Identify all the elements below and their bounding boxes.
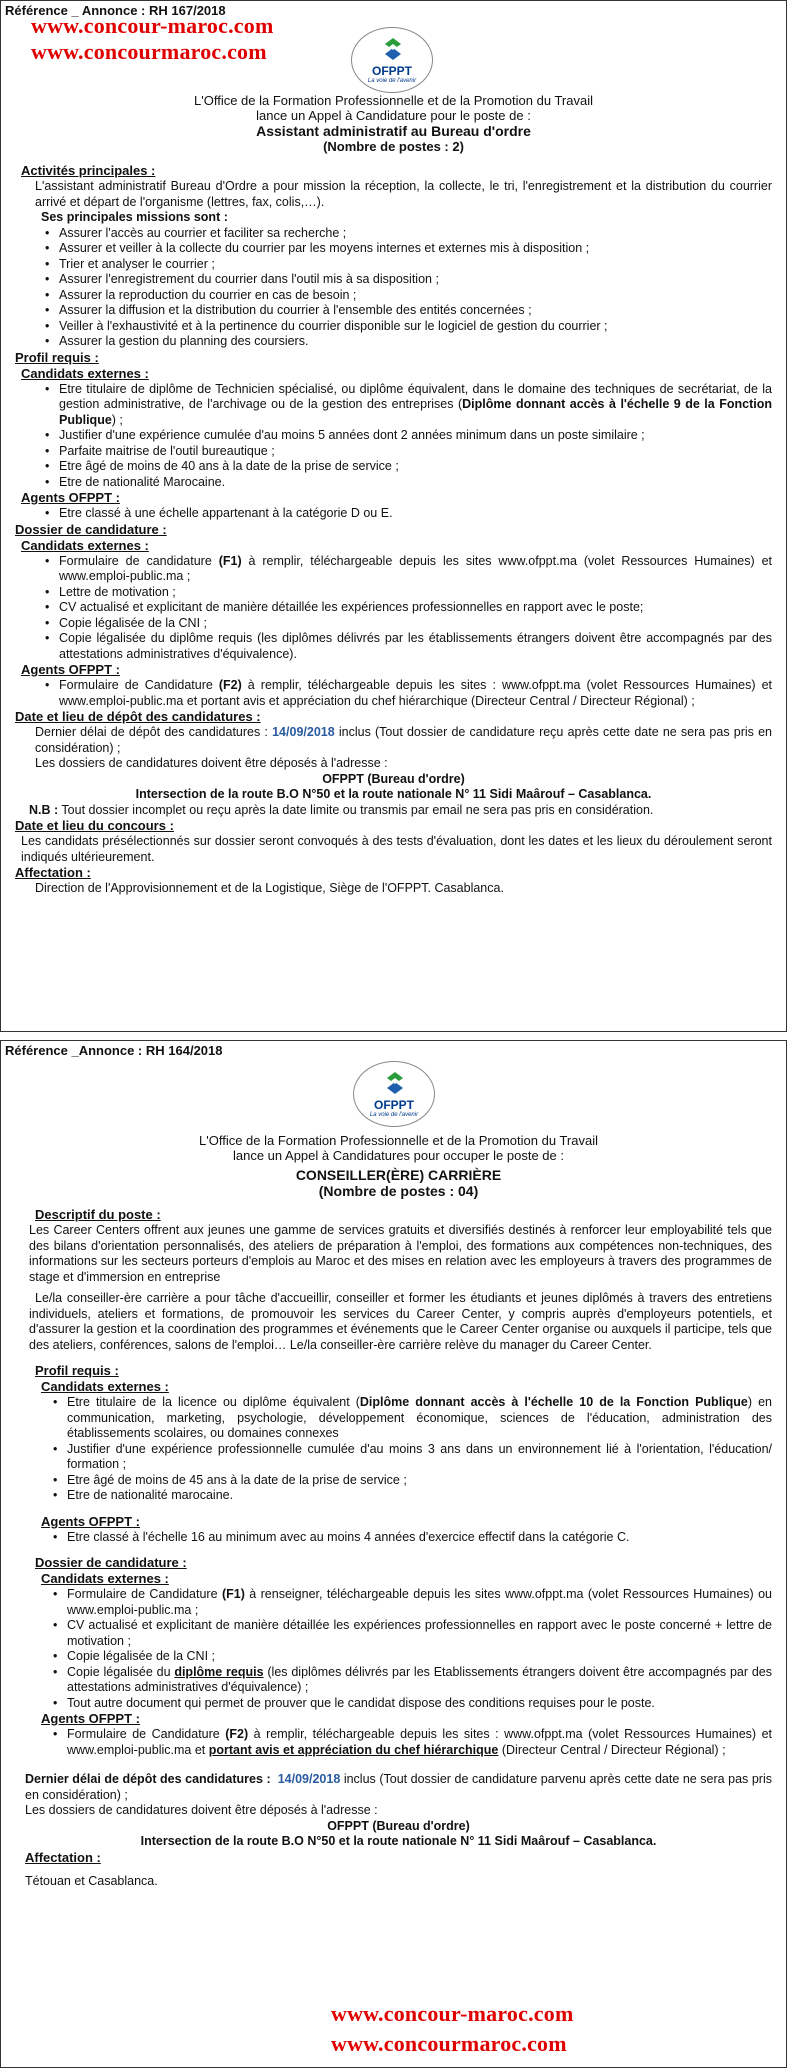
list-item: • Parfaite maitrise de l'outil bureautique ; bbox=[43, 444, 772, 460]
section-heading: Date et lieu du concours : bbox=[15, 818, 174, 833]
missions-list bbox=[43, 226, 772, 350]
list-item: • CV actualisé et explicitant de manière détaillée les expériences professionnelles en rapport avec le poste; bbox=[43, 600, 772, 616]
dossier-externes-list bbox=[51, 1587, 772, 1711]
list-item: • Assurer l'enregistrement du courrier dans l'outil mis à sa disposition ; bbox=[43, 272, 772, 288]
list-item: • Copie légalisée du diplôme requis (les diplômes délivrés par les établissements étrangers doivent être accompagnés par des attestations administratives d'équivalence). bbox=[43, 631, 772, 662]
section-heading: Profil requis : bbox=[15, 349, 99, 365]
list-item: • Etre de nationalité marocaine. bbox=[51, 1488, 772, 1504]
list-item: • Etre de nationalité Marocaine. bbox=[43, 475, 772, 491]
profil-externes-list bbox=[43, 382, 772, 491]
logo-text: OFPPT bbox=[371, 64, 412, 78]
watermark-url: www.concour-maroc.com bbox=[331, 2001, 574, 2026]
profil-agents-list bbox=[43, 506, 772, 522]
sub-heading: Candidats externes : bbox=[41, 1571, 169, 1586]
reference-annonce: Référence _ Annonce : RH 167/2018 bbox=[5, 3, 226, 18]
post-title: CONSEILLER(ÈRE) CARRIÈRE bbox=[295, 1167, 502, 1183]
list-item: • Justifier d'une expérience professionnelle cumulée d'au moins 3 ans dans un environnement lié à l'orientation, l'éducation/ formation ; bbox=[51, 1442, 772, 1473]
list-item: • Copie légalisée du diplôme requis (les diplômes délivrés par les Etablissements étrangers doivent être accompagnés par des attestations administratives d'équivalence) ; bbox=[51, 1665, 772, 1696]
concours-text: Les candidats présélectionnés sur dossier seront convoqués à des tests d'évaluation, dont les dates et les lieux du déroulement seront indiqués ultérieurement. bbox=[21, 834, 772, 864]
address-line: Intersection de la route B.O N°50 et la route nationale N° 11 Sidi Maârouf – Casablanca. bbox=[140, 1834, 657, 1848]
annonce-rh-164 bbox=[0, 1040, 787, 2068]
intro-line: L'Office de la Formation Professionnelle et de la Promotion du Travail bbox=[194, 93, 593, 108]
list-item: • Justifier d'une expérience cumulée d'au moins 5 années dont 2 années minimum dans un poste similaire ; bbox=[43, 428, 772, 444]
list-item: • Copie légalisée de la CNI ; bbox=[43, 616, 772, 632]
sub-heading: Agents OFPPT : bbox=[41, 1711, 140, 1726]
list-item: • Etre titulaire de diplôme de Technicien spécialisé, ou diplôme équivalent, dans le domaine des techniques de secrétariat, de la gestion administrative, de l'archivage ou de la gestion des entreprises (Diplôme donnant accès à l'échelle 9 de la Fonction Publique) ; bbox=[43, 382, 772, 429]
section-heading: Dossier de candidature : bbox=[15, 521, 167, 537]
list-item: • Lettre de motivation ; bbox=[43, 585, 772, 601]
list-item: • Trier et analyser le courrier ; bbox=[43, 257, 772, 273]
list-item: • Copie légalisée de la CNI ; bbox=[51, 1649, 772, 1665]
list-item: • Etre classé à une échelle appartenant à la catégorie D ou E. bbox=[43, 506, 772, 522]
address-line: OFPPT (Bureau d'ordre) bbox=[322, 771, 465, 786]
reference-annonce: Référence _Annonce : RH 164/2018 bbox=[5, 1043, 223, 1058]
profil-agents-list bbox=[51, 1530, 772, 1546]
dossier-externes-list bbox=[43, 554, 772, 663]
logo-tagline: La voie de l'avenir bbox=[369, 1112, 419, 1118]
descriptif-text: Les Career Centers offrent aux jeunes une gamme de services gratuits et diversifiés destinés à renforcer leur employabilité tels que des bilans d'orientation personnalisés, des ateliers de préparation à l'emploi, des formations aux compétences non-techniques, des informations sur les secteurs porteurs d'emplois au Maroc et des mises en relation avec les employeurs à travers des programmes de stage et d'immersion en entreprise bbox=[29, 1223, 772, 1284]
profil-externes-list bbox=[51, 1395, 772, 1504]
sub-heading: Candidats externes : bbox=[41, 1379, 169, 1394]
nombre-postes: (Nombre de postes : 2) bbox=[323, 139, 464, 154]
ofppt-logo bbox=[351, 27, 435, 97]
watermark-url: www.concour-maroc.com bbox=[31, 13, 274, 38]
dossier-agents-list bbox=[51, 1727, 772, 1758]
depot-text: Dernier délai de dépôt des candidatures : 14/09/2018 inclus (Tout dossier de candidature reçu après cette date ne sera pas pris en considération) ; bbox=[35, 725, 773, 755]
section-heading: Descriptif du poste : bbox=[35, 1207, 161, 1222]
list-item: • Veiller à l'exhaustivité et à la pertinence du courrier disponible sur le logiciel de gestion du courrier ; bbox=[43, 319, 772, 335]
logo-tagline: La voie de l'avenir bbox=[367, 78, 417, 84]
section-heading: Activités principales : bbox=[21, 163, 156, 178]
watermark-url: www.concourmaroc.com bbox=[331, 2031, 567, 2056]
list-item: • Etre classé à l'échelle 16 au minimum avec au moins 4 années d'exercice effectif dans la catégorie C. bbox=[51, 1530, 772, 1546]
nota-bene: N.B : Tout dossier incomplet ou reçu après la date limite ou transmis par email ne sera pas pris en considération. bbox=[29, 802, 654, 817]
logo-text: OFPPT bbox=[373, 1098, 414, 1112]
missions-heading: Ses principales missions sont : bbox=[41, 210, 228, 224]
list-item: • Assurer la reproduction du courrier en cas de besoin ; bbox=[43, 288, 772, 304]
list-item: • Etre titulaire de la licence ou diplôme équivalent (Diplôme donnant accès à l'échelle 10 de la Fonction Publique) en communication, marketing, psychologie, développement économique, sciences de l'éducation, administration des établissements scolaires, ou domaines connexes bbox=[51, 1395, 772, 1442]
section-heading: Affectation : bbox=[25, 1849, 101, 1865]
sub-heading: Agents OFPPT : bbox=[41, 1513, 140, 1529]
section-heading: Profil requis : bbox=[35, 1363, 119, 1378]
address-line: Intersection de la route B.O N°50 et la route nationale N° 11 Sidi Maârouf – Casablanca. bbox=[135, 787, 652, 801]
section-heading: Date et lieu de dépôt des candidatures : bbox=[15, 709, 261, 724]
list-item: • Formulaire de candidature (F1) à remplir, téléchargeable depuis les sites www.ofppt.ma (volet Ressources Humaines) et www.emploi-public.ma ; bbox=[43, 554, 772, 585]
list-item: • Etre âgé de moins de 45 ans à la date de la prise de service ; bbox=[51, 1473, 772, 1489]
sub-heading: Agents OFPPT : bbox=[21, 662, 120, 677]
list-item: • Tout autre document qui permet de prouver que le candidat dispose des conditions requises pour le poste. bbox=[51, 1696, 772, 1712]
post-title: Assistant administratif au Bureau d'ordre bbox=[256, 123, 531, 139]
section-heading: Dossier de candidature : bbox=[35, 1555, 187, 1570]
ofppt-emblem-icon bbox=[380, 36, 406, 62]
list-item: • Assurer l'accès au courrier et faciliter sa recherche ; bbox=[43, 226, 772, 242]
deadline-date: 14/09/2018 bbox=[277, 1772, 341, 1786]
list-item: • Formulaire de Candidature (F2) à remplir, téléchargeable depuis les sites : www.ofppt.ma (volet Ressources Humaines) et www.emploi-public.ma et portant avis et appréciation du chef hiérarchique (Directeur Central / Directeur Régional) ; bbox=[51, 1727, 772, 1758]
list-item: • Formulaire de Candidature (F1) à renseigner, téléchargeable depuis les sites www.ofppt.ma (volet Ressources Humaines) ou www.emploi-public.ma ; bbox=[51, 1587, 772, 1618]
intro-line: L'Office de la Formation Professionnelle et de la Promotion du Travail bbox=[199, 1133, 598, 1148]
sub-heading: Agents OFPPT : bbox=[21, 490, 120, 505]
list-item: • Formulaire de Candidature (F2) à remplir, téléchargeable depuis les sites : www.ofppt.ma (volet Ressources Humaines) et www.emploi-public.ma et portant avis et appréciation du chef hiérarchique (Directeur Central / Directeur Régional) ; bbox=[43, 678, 772, 709]
sub-heading: Candidats externes : bbox=[21, 537, 149, 553]
dossier-agents-list bbox=[43, 678, 772, 709]
nombre-postes: (Nombre de postes : 04) bbox=[318, 1183, 479, 1199]
address-line: OFPPT (Bureau d'ordre) bbox=[327, 1818, 470, 1833]
watermark-url: www.concourmaroc.com bbox=[31, 39, 267, 64]
deadline-date: 14/09/2018 bbox=[272, 725, 335, 739]
intro-line: lance un Appel à Candidature pour le poste de : bbox=[256, 108, 531, 123]
activites-text: L'assistant administratif Bureau d'Ordre a pour mission la réception, la collecte, le tri, l'enregistrement et la distribution du courrier arrivé et départ de l'organisme (lettres, fax, colis,…). bbox=[35, 179, 772, 209]
intro-line: lance un Appel à Candidatures pour occuper le poste de : bbox=[232, 1148, 564, 1163]
affectation-text: Tétouan et Casablanca. bbox=[25, 1873, 158, 1888]
list-item: • CV actualisé et explicitant de manière détaillée les expériences professionnelles en rapport avec le poste concerné + lettre de motivation ; bbox=[51, 1618, 772, 1649]
annonce-rh-167 bbox=[0, 0, 787, 1032]
sub-heading: Candidats externes : bbox=[21, 365, 149, 381]
depot-address-intro: Les dossiers de candidatures doivent être déposés à l'adresse : bbox=[25, 1803, 378, 1817]
ofppt-emblem-icon bbox=[382, 1070, 408, 1096]
list-item: • Etre âgé de moins de 40 ans à la date de la prise de service ; bbox=[43, 459, 772, 475]
ofppt-logo bbox=[353, 1061, 437, 1131]
depot-text: Dernier délai de dépôt des candidatures : 14/09/2018 inclus (Tout dossier de candidature parvenu après cette date ne sera pas pris en considération) ; bbox=[25, 1772, 772, 1802]
depot-address-intro: Les dossiers de candidatures doivent être déposés à l'adresse : bbox=[35, 756, 388, 770]
affectation-text: Direction de l'Approvisionnement et de la Logistique, Siège de l'OFPPT. Casablanca. bbox=[35, 881, 504, 895]
list-item: • Assurer et veiller à la collecte du courrier par les moyens internes et externes mis à disposition ; bbox=[43, 241, 772, 257]
list-item: • Assurer la diffusion et la distribution du courrier à l'ensemble des entités concernées ; bbox=[43, 303, 772, 319]
list-item: • Assurer la gestion du planning des coursiers. bbox=[43, 334, 772, 350]
descriptif-text: Le/la conseiller-ère carrière a pour tâche d'accueillir, conseiller et former les étudiants et jeunes diplômés à travers des entretiens individuels, ateliers et formations, de promouvoir les services du Career Center, y compris auprès d'employeurs potentiels, et d'assurer la gestion et la coordination des programmes et événements que le Career Center organise ou auxquels il participe, tels que des ateliers, conférences, salons de l'emploi… Le/la conseiller-ère carrière relève du manager du Career Center. bbox=[29, 1291, 772, 1352]
section-heading: Affectation : bbox=[15, 865, 91, 880]
